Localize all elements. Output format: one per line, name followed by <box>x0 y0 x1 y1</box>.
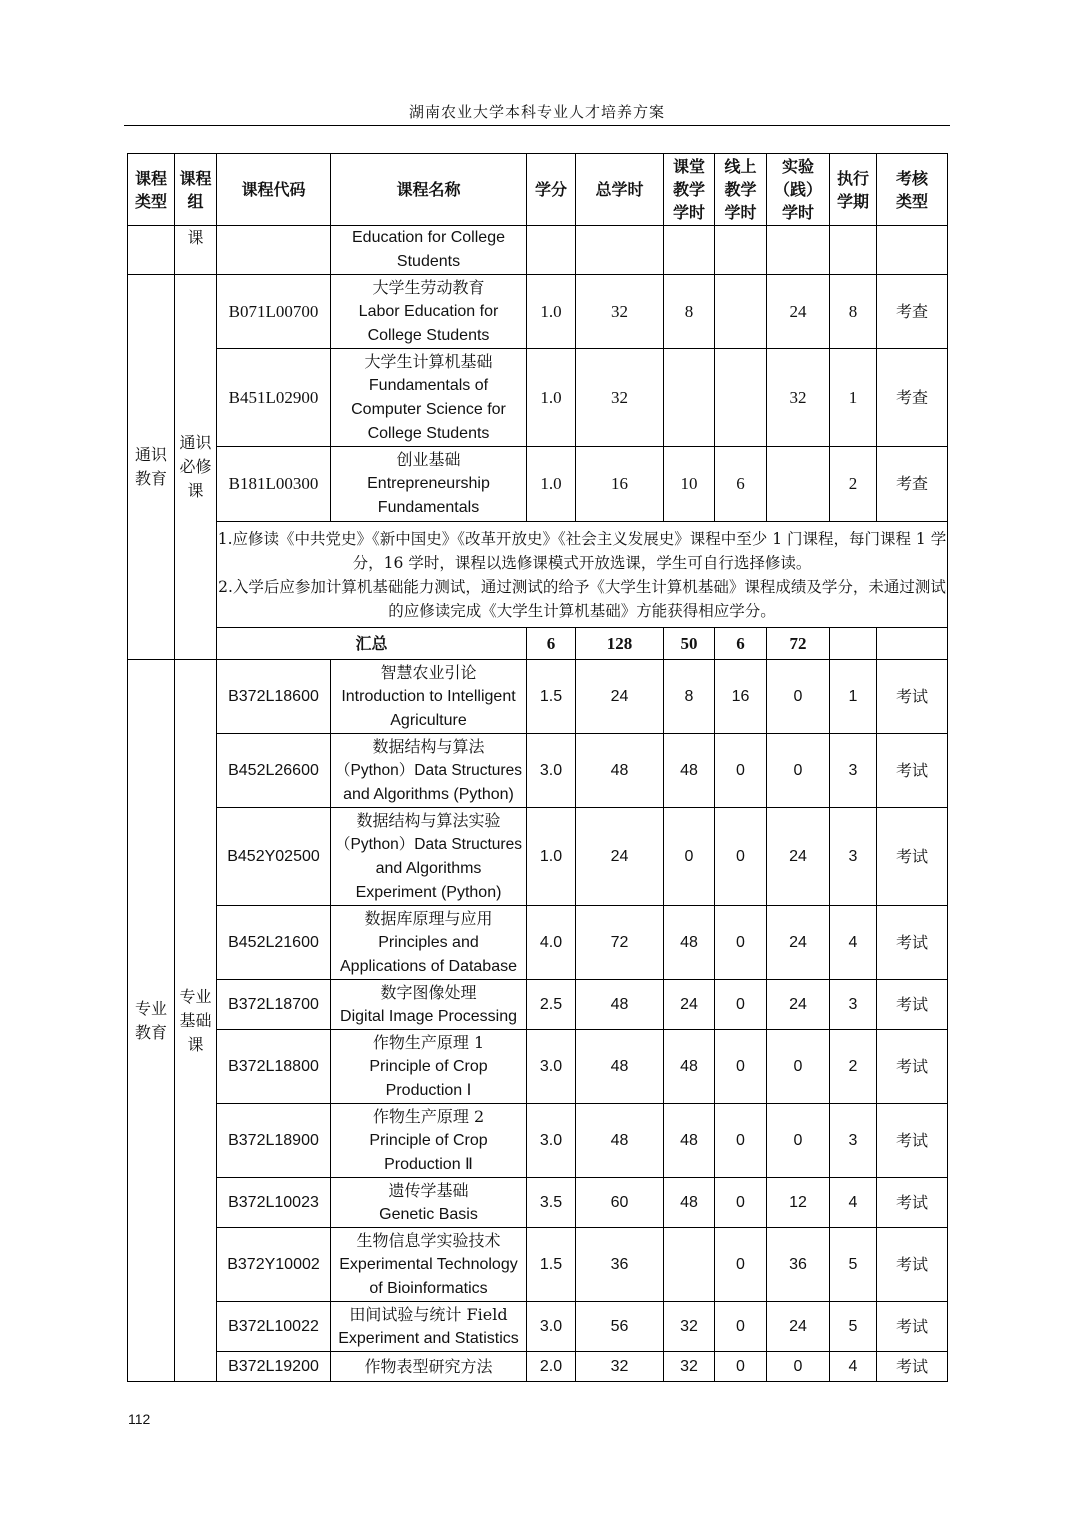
page-number: 112 <box>128 1411 151 1427</box>
class-hours-cell: 24 <box>664 980 715 1030</box>
assessment-cell: 考试 <box>877 980 948 1030</box>
credit-cell: 1.0 <box>527 349 576 447</box>
total-hours-cell: 72 <box>576 906 664 980</box>
online-hours-cell: 0 <box>715 1104 767 1178</box>
assessment-cell: 考查 <box>877 447 948 522</box>
table-row <box>128 1030 948 1104</box>
assessment-cell: 考试 <box>877 734 948 808</box>
course-name-cell: 大学生计算机基础 Fundamentals of Computer Science for College Students <box>331 349 527 447</box>
practice-hours-cell: 24 <box>767 906 830 980</box>
online-hours-cell: 6 <box>715 447 767 522</box>
course-code-cell <box>217 226 331 275</box>
practice-hours-cell: 0 <box>767 1104 830 1178</box>
practice-hours-cell: 12 <box>767 1178 830 1228</box>
credit-cell: 2.5 <box>527 980 576 1030</box>
course-name-cell: 智慧农业引论 Introduction to Intelligent Agriculture <box>331 660 527 734</box>
course-code-cell: B372L18700 <box>217 980 331 1030</box>
online-hours-cell: 0 <box>715 1228 767 1302</box>
semester-cell: 3 <box>830 808 877 906</box>
assessment-cell: 考试 <box>877 1302 948 1352</box>
semester-cell: 3 <box>830 1104 877 1178</box>
course-name-cell: 数字图像处理 Digital Image Processing <box>331 980 527 1030</box>
course-name-cell: 田间试验与统计 Field Experiment and Statistics <box>331 1302 527 1352</box>
course-type-cell: 通识 教育 <box>128 275 175 660</box>
course-name-cell: 作物生产原理 2 Principle of Crop Production Ⅱ <box>331 1104 527 1178</box>
credit-cell: 3.0 <box>527 734 576 808</box>
total-hours-cell: 48 <box>576 1030 664 1104</box>
credit-cell: 1.5 <box>527 1228 576 1302</box>
online-hours-cell: 0 <box>715 1030 767 1104</box>
total-hours-cell: 56 <box>576 1302 664 1352</box>
table-row <box>128 1228 948 1302</box>
summary-credit: 6 <box>527 628 576 660</box>
semester-cell: 3 <box>830 980 877 1030</box>
credit-cell: 1.0 <box>527 808 576 906</box>
credit-cell: 3.0 <box>527 1104 576 1178</box>
course-code-cell: B372L10023 <box>217 1178 331 1228</box>
course-code-cell: B452Y02500 <box>217 808 331 906</box>
online-hours-cell: 0 <box>715 808 767 906</box>
course-name-cell: 数据库原理与应用 Principles and Applications of Database <box>331 906 527 980</box>
online-hours-cell: 0 <box>715 734 767 808</box>
table-row <box>128 1178 948 1228</box>
assessment-cell: 考试 <box>877 1228 948 1302</box>
table-row <box>128 906 948 980</box>
class-hours-cell <box>664 349 715 447</box>
course-code-cell: B372Y10002 <box>217 1228 331 1302</box>
note-2: 2.入学后应参加计算机基础能力测试，通过测试的给予《大学生计算机基础》课程成绩及学分，未通过测试的应修读完成《大学生计算机基础》方能获得相应学分。 <box>218 577 946 620</box>
table-row <box>128 980 948 1030</box>
credit-cell: 4.0 <box>527 906 576 980</box>
course-group-cell: 通识 必修 课 <box>175 275 217 660</box>
class-hours-cell: 48 <box>664 1178 715 1228</box>
class-hours-cell: 8 <box>664 660 715 734</box>
assessment-cell: 考试 <box>877 906 948 980</box>
summary-practice-hours: 72 <box>767 628 830 660</box>
course-code-cell: B372L18600 <box>217 660 331 734</box>
online-hours-cell <box>715 275 767 349</box>
online-hours-cell: 0 <box>715 1352 767 1382</box>
class-hours-cell <box>664 1228 715 1302</box>
assessment-cell: 考试 <box>877 808 948 906</box>
table-row <box>128 1352 948 1382</box>
col-course-code: 课程代码 <box>217 154 331 226</box>
total-hours-cell: 48 <box>576 980 664 1030</box>
header-rule <box>124 125 950 126</box>
practice-hours-cell: 0 <box>767 1030 830 1104</box>
semester-cell: 8 <box>830 275 877 349</box>
course-name-cell: 大学生劳动教育 Labor Education for College Students <box>331 275 527 349</box>
notes-cell <box>217 522 948 628</box>
total-hours-cell: 32 <box>576 275 664 349</box>
class-hours-cell: 32 <box>664 1352 715 1382</box>
course-name-cell: 创业基础 Entrepreneurship Fundamentals <box>331 447 527 522</box>
class-hours-cell: 48 <box>664 734 715 808</box>
assessment-cell: 考试 <box>877 660 948 734</box>
col-course-name: 课程名称 <box>331 154 527 226</box>
table-row <box>128 734 948 808</box>
total-hours-cell: 24 <box>576 660 664 734</box>
course-code-cell: B372L10022 <box>217 1302 331 1352</box>
course-name-cell: 作物表型研究方法 <box>331 1352 527 1382</box>
assessment-cell: 考查 <box>877 275 948 349</box>
credit-cell: 3.0 <box>527 1302 576 1352</box>
credit-cell: 3.5 <box>527 1178 576 1228</box>
practice-hours-cell: 24 <box>767 275 830 349</box>
total-hours-cell: 32 <box>576 1352 664 1382</box>
course-name-cell: 遗传学基础 Genetic Basis <box>331 1178 527 1228</box>
online-hours-cell: 0 <box>715 980 767 1030</box>
assessment-cell: 考试 <box>877 1104 948 1178</box>
col-class-hours: 课堂 教学 学时 <box>664 154 715 226</box>
class-hours-cell: 0 <box>664 808 715 906</box>
semester-cell: 5 <box>830 1302 877 1352</box>
online-hours-cell: 0 <box>715 1178 767 1228</box>
col-total-hours: 总学时 <box>576 154 664 226</box>
table-row <box>128 808 948 906</box>
class-hours-cell: 8 <box>664 275 715 349</box>
col-online-hours: 线上 教学 学时 <box>715 154 767 226</box>
table-row <box>128 447 948 522</box>
course-name-cell: 数据结构与算法实验 （Python）Data Structures and Algorithms Experiment (Python) <box>331 808 527 906</box>
col-course-type: 课程 类型 <box>128 154 175 226</box>
credit-cell: 3.0 <box>527 1030 576 1104</box>
summary-online-hours: 6 <box>715 628 767 660</box>
col-practice-hours: 实验 （践） 学时 <box>767 154 830 226</box>
total-hours-cell: 36 <box>576 1228 664 1302</box>
course-code-cell: B451L02900 <box>217 349 331 447</box>
col-credit: 学分 <box>527 154 576 226</box>
course-group-cell: 专业 基础 课 <box>175 660 217 1382</box>
table-row <box>128 226 948 275</box>
total-hours-cell: 32 <box>576 349 664 447</box>
online-hours-cell: 0 <box>715 906 767 980</box>
practice-hours-cell: 36 <box>767 1228 830 1302</box>
online-hours-cell: 16 <box>715 660 767 734</box>
class-hours-cell: 48 <box>664 1104 715 1178</box>
table-row <box>128 660 948 734</box>
summary-row <box>128 628 948 660</box>
col-semester: 执行 学期 <box>830 154 877 226</box>
total-hours-cell: 48 <box>576 734 664 808</box>
summary-total-hours: 128 <box>576 628 664 660</box>
semester-cell: 3 <box>830 734 877 808</box>
notes-row <box>128 522 948 628</box>
course-name-cell: Education for College Students <box>331 226 527 275</box>
online-hours-cell <box>715 349 767 447</box>
assessment-cell: 考试 <box>877 1178 948 1228</box>
practice-hours-cell: 0 <box>767 734 830 808</box>
course-code-cell: B372L18900 <box>217 1104 331 1178</box>
class-hours-cell: 48 <box>664 906 715 980</box>
practice-hours-cell: 24 <box>767 980 830 1030</box>
credit-cell: 1.5 <box>527 660 576 734</box>
class-hours-cell: 32 <box>664 1302 715 1352</box>
assessment-cell: 考试 <box>877 1352 948 1382</box>
course-code-cell: B372L18800 <box>217 1030 331 1104</box>
col-assessment: 考核 类型 <box>877 154 948 226</box>
total-hours-cell: 48 <box>576 1104 664 1178</box>
course-name-cell: 作物生产原理 1 Principle of Crop Production Ⅰ <box>331 1030 527 1104</box>
semester-cell: 4 <box>830 906 877 980</box>
practice-hours-cell <box>767 447 830 522</box>
semester-cell: 4 <box>830 1352 877 1382</box>
course-code-cell: B452L21600 <box>217 906 331 980</box>
course-type-cell <box>128 226 175 275</box>
col-course-group: 课程 组 <box>175 154 217 226</box>
online-hours-cell: 0 <box>715 1302 767 1352</box>
semester-cell: 5 <box>830 1228 877 1302</box>
total-hours-cell: 24 <box>576 808 664 906</box>
practice-hours-cell: 24 <box>767 808 830 906</box>
table-row <box>128 1104 948 1178</box>
class-hours-cell: 10 <box>664 447 715 522</box>
assessment-cell: 考查 <box>877 349 948 447</box>
note-1: 1.应修读《中共党史》《新中国史》《改革开放史》《社会主义发展史》课程中至少 1 门课程，每门课程 1 学分，16 学时，课程以选修课模式开放选课，学生可自行选择修读。 <box>217 529 947 572</box>
table-row <box>128 349 948 447</box>
course-type-cell: 专业 教育 <box>128 660 175 1382</box>
practice-hours-cell: 0 <box>767 1352 830 1382</box>
table-row <box>128 275 948 349</box>
total-hours-cell: 16 <box>576 447 664 522</box>
course-group-cell: 课 <box>175 226 217 275</box>
semester-cell: 1 <box>830 660 877 734</box>
semester-cell: 1 <box>830 349 877 447</box>
table-header-row <box>128 154 948 226</box>
course-name-cell: 生物信息学实验技术 Experimental Technology of Bioinformatics <box>331 1228 527 1302</box>
credit-cell: 1.0 <box>527 275 576 349</box>
practice-hours-cell: 32 <box>767 349 830 447</box>
practice-hours-cell: 0 <box>767 660 830 734</box>
course-code-cell: B372L19200 <box>217 1352 331 1382</box>
summary-assessment <box>877 628 948 660</box>
course-code-cell: B181L00300 <box>217 447 331 522</box>
credit-cell: 2.0 <box>527 1352 576 1382</box>
semester-cell: 2 <box>830 447 877 522</box>
credit-cell: 1.0 <box>527 447 576 522</box>
practice-hours-cell: 24 <box>767 1302 830 1352</box>
course-name-cell: 数据结构与算法 （Python）Data Structures and Algorithms (Python) <box>331 734 527 808</box>
summary-class-hours: 50 <box>664 628 715 660</box>
assessment-cell: 考试 <box>877 1030 948 1104</box>
summary-label: 汇总 <box>217 628 527 660</box>
class-hours-cell: 48 <box>664 1030 715 1104</box>
course-code-cell: B071L00700 <box>217 275 331 349</box>
course-code-cell: B452L26600 <box>217 734 331 808</box>
table-row <box>128 1302 948 1352</box>
page-header-title: 湖南农业大学本科专业人才培养方案 <box>408 103 665 121</box>
semester-cell: 2 <box>830 1030 877 1104</box>
semester-cell: 4 <box>830 1178 877 1228</box>
total-hours-cell: 60 <box>576 1178 664 1228</box>
summary-semester <box>830 628 877 660</box>
course-plan-table <box>127 153 948 1382</box>
